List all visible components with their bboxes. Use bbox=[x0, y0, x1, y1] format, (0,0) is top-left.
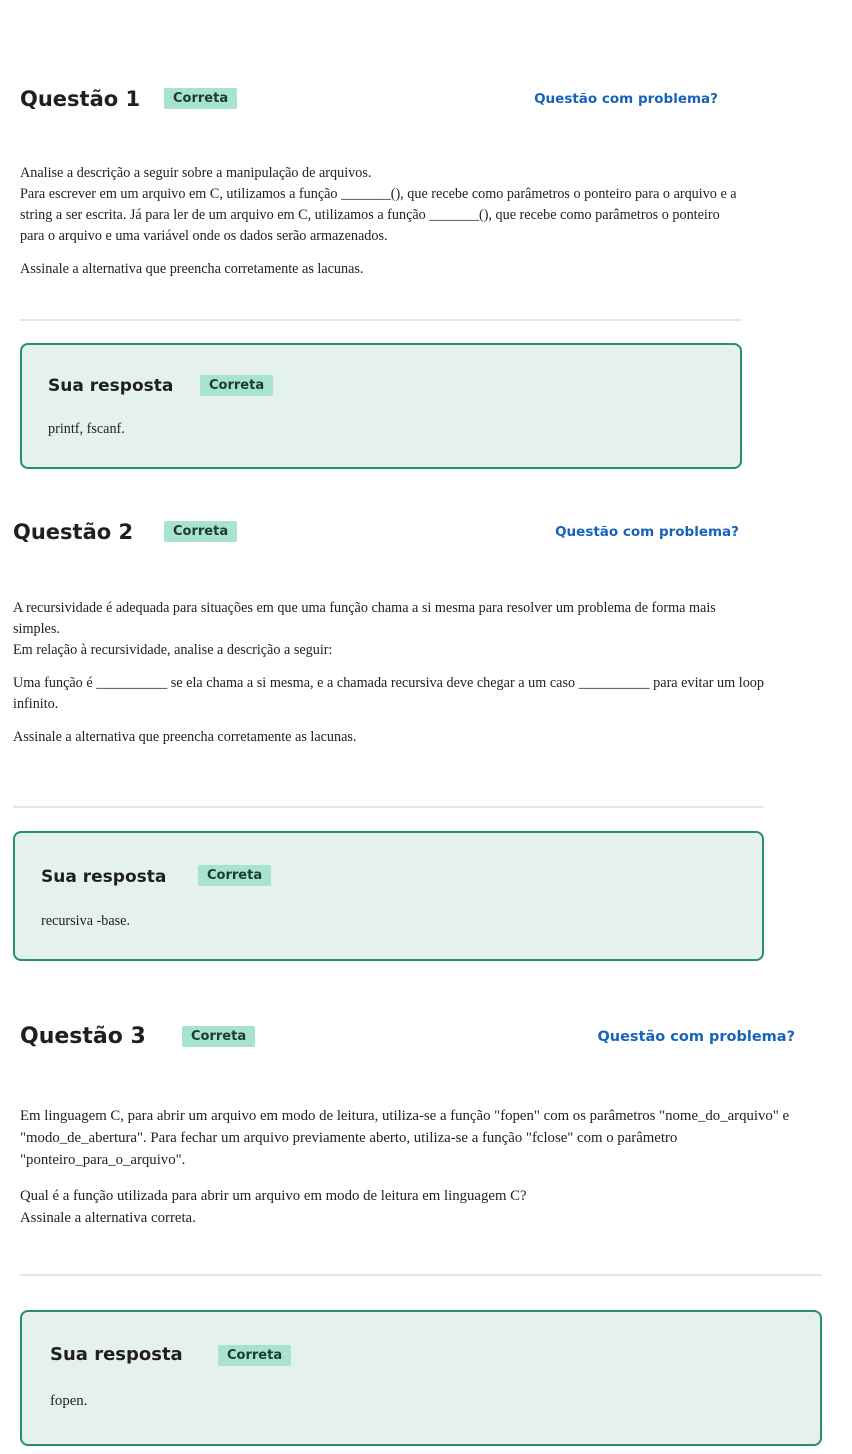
question-2-header bbox=[13, 518, 764, 548]
question-2-title: Questão 2 bbox=[13, 520, 134, 544]
question-3-answer-box bbox=[20, 1310, 822, 1446]
answer-2-title: Sua resposta bbox=[41, 867, 167, 887]
question-3-body bbox=[20, 1105, 800, 1239]
question-2-paragraph: A recursividade é adequada para situações em que uma função chama a si mesma para resolver um problema de forma mais simples. Em relação à recursividade, analise a descrição a seguir: bbox=[13, 600, 716, 658]
question-1-status-badge: Correta bbox=[164, 88, 237, 109]
question-2-body bbox=[13, 598, 764, 758]
question-1-title: Questão 1 bbox=[20, 87, 141, 111]
answer-3-title: Sua resposta bbox=[50, 1344, 183, 1365]
question-1-header bbox=[20, 85, 742, 115]
question-3 bbox=[20, 1023, 822, 1447]
question-1 bbox=[20, 85, 742, 470]
question-3-problem-link[interactable]: Questão com problema? bbox=[597, 1029, 795, 1045]
question-3-paragraph: Em linguagem C, para abrir um arquivo em modo de leitura, utiliza-se a função "fopen" com os parâmetros "nome_do_arquivo" e "modo_de_abertura". Para fechar um arquivo previamente aberto, utiliza-se a função "fclose" com o parâmetro "ponteiro_para_o_arquivo". bbox=[20, 1108, 790, 1168]
question-3-title: Questão 3 bbox=[20, 1024, 146, 1049]
question-1-paragraph: Analise a descrição a seguir sobre a manipulação de arquivos. Para escrever em um arquivo em C, utilizamos a função _______(), que recebe como parâmetros o ponteiro para o arquivo e a string a ser escrita. Já para ler de um arquivo em C, utilizamos a função _______(), que recebe como parâmetros o ponteiro para o arquivo e uma variável onde os dados serão armazenados. bbox=[20, 165, 737, 244]
question-3-status-badge: Correta bbox=[182, 1026, 255, 1047]
answer-1-title: Sua resposta bbox=[48, 376, 174, 396]
question-2-instruction: Assinale a alternativa que preencha corretamente as lacunas. bbox=[13, 729, 357, 745]
question-2 bbox=[13, 518, 764, 963]
question-3-divider bbox=[20, 1274, 822, 1276]
question-1-body bbox=[20, 163, 742, 290]
answer-3-status-badge: Correta bbox=[218, 1345, 291, 1366]
answer-2-status-badge: Correta bbox=[198, 865, 271, 886]
question-1-answer-box bbox=[20, 343, 742, 469]
answer-1-status-badge: Correta bbox=[200, 375, 273, 396]
answer-2-text: recursiva -base. bbox=[41, 913, 131, 929]
question-3-question-text: Qual é a função utilizada para abrir um arquivo em modo de leitura em linguagem C? Assinale a alternativa correta. bbox=[20, 1188, 527, 1226]
question-2-problem-link[interactable]: Questão com problema? bbox=[555, 524, 739, 540]
question-3-header bbox=[20, 1023, 822, 1053]
answer-1-text: printf, fscanf. bbox=[48, 421, 125, 437]
question-2-answer-box bbox=[13, 831, 764, 961]
question-1-divider bbox=[20, 319, 742, 321]
question-1-problem-link[interactable]: Questão com problema? bbox=[534, 91, 718, 107]
question-1-instruction: Assinale a alternativa que preencha corretamente as lacunas. bbox=[20, 261, 364, 277]
answer-3-text: fopen. bbox=[50, 1393, 88, 1409]
question-2-status-badge: Correta bbox=[164, 521, 237, 542]
question-2-divider bbox=[13, 806, 764, 808]
question-2-statement: Uma função é __________ se ela chama a si mesma, e a chamada recursiva deve chegar a um caso __________ para evitar um loop infinito. bbox=[13, 675, 764, 712]
